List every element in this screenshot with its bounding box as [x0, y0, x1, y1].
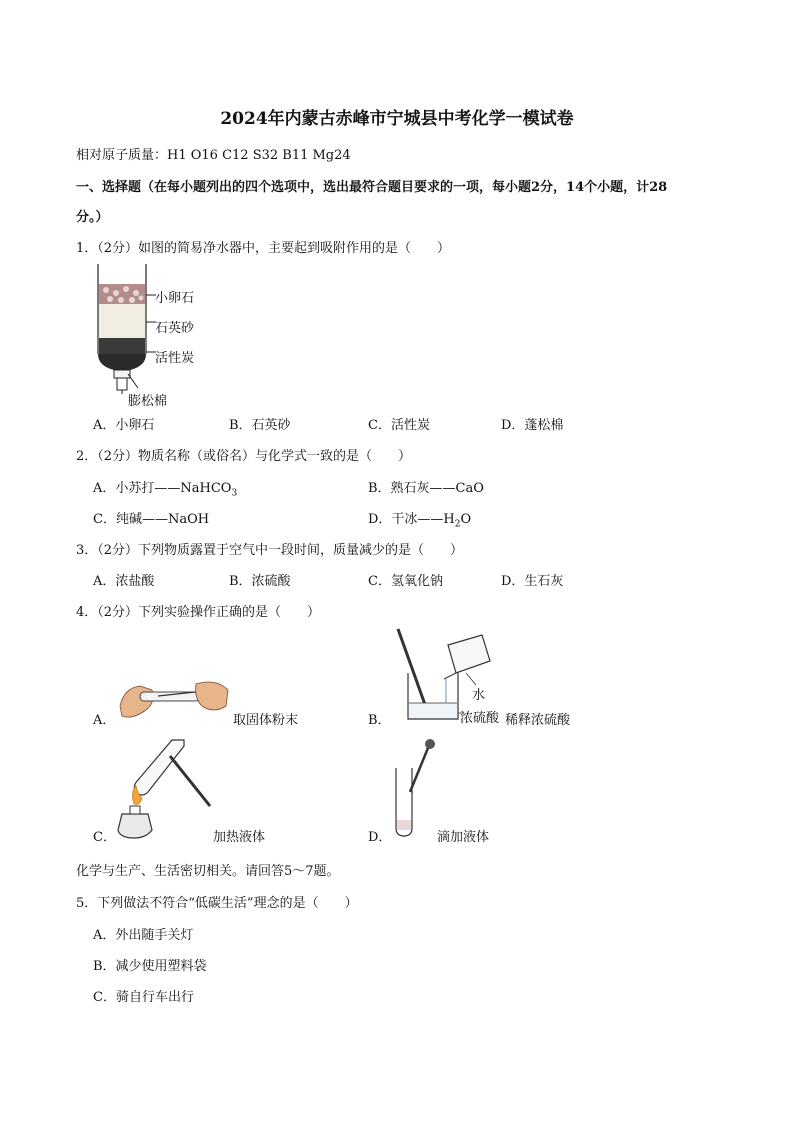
q5-option-a[interactable]: A．外出随手关灯	[93, 928, 194, 943]
q1-option-c[interactable]: C．活性炭	[368, 418, 430, 433]
q1-option-d[interactable]: D．蓬松棉	[501, 418, 564, 433]
section-heading-line2: 分。）	[76, 210, 109, 225]
q3-option-c[interactable]: C．氢氧化钠	[368, 574, 443, 589]
q5-option-b[interactable]: B．减少使用塑料袋	[93, 959, 207, 974]
figure-heat-liquid	[112, 736, 217, 846]
q4-c-caption: 加热液体	[213, 830, 266, 845]
label-quartz-sand: 石英砂	[155, 321, 195, 336]
q4-b-caption: 稀释浓硫酸	[505, 713, 571, 728]
atomic-mass-line: 相对原子质量：H1 O16 C12 S32 B11 Mg24	[76, 148, 351, 163]
question-3-stem: 3．（2分）下列物质露置于空气中一段时间，质量减少的是（ ）	[76, 543, 464, 558]
q4-option-a[interactable]: A．	[93, 713, 116, 728]
q2-option-c[interactable]: C．纯碱——NaOH	[93, 512, 210, 527]
q5-option-c[interactable]: C．骑自行车出行	[93, 990, 194, 1005]
figure-take-powder	[118, 676, 233, 724]
question-1-stem: 1．（2分）如图的简易净水器中，主要起到吸附作用的是（ ）	[76, 241, 451, 256]
q3-option-a[interactable]: A．浓盐酸	[93, 574, 155, 589]
q4-option-b[interactable]: B．	[368, 713, 391, 728]
q2-option-b[interactable]: B．熟石灰——CaO	[368, 481, 484, 496]
page-title: 2024年内蒙古赤峰市宁城县中考化学一模试卷	[220, 109, 574, 129]
q2-option-a[interactable]: A．小苏打——NaHCO$_3$	[93, 481, 238, 499]
q2-option-d[interactable]: D．干冰$——H_2O$	[368, 512, 472, 530]
section-heading-line1: 一、选择题（在每小题列出的四个选项中，选出最符合题目要求的一项，每小题2分，14个小题，计28	[76, 180, 668, 195]
label-water: 水	[472, 688, 486, 703]
label-pebble: 小卵石	[155, 291, 195, 306]
q4-option-d[interactable]: D．	[368, 830, 392, 845]
question-5-stem: 5．下列做法不符合“低碳生活”理念的是（ ）	[76, 896, 358, 911]
intro-questions-5-7: 化学与生产、生活密切相关。请回答5～7题。	[76, 864, 340, 879]
q3-option-d[interactable]: D．生石灰	[501, 574, 564, 589]
q3-option-b[interactable]: B．浓硫酸	[229, 574, 291, 589]
q1-option-b[interactable]: B．石英砂	[229, 418, 291, 433]
question-2-stem: 2．（2分）物质名称（或俗名）与化学式一致的是（ ）	[76, 449, 412, 464]
q4-a-caption: 取固体粉末	[233, 713, 299, 728]
label-activated-carbon: 活性炭	[155, 351, 195, 366]
q4-d-caption: 滴加液体	[437, 830, 490, 845]
q4-option-c[interactable]: C．	[93, 830, 116, 845]
figure-drop-liquid	[392, 738, 442, 838]
label-cotton: 膨松棉	[128, 394, 168, 409]
label-conc-sulfuric-acid: 浓硫酸	[460, 711, 500, 726]
question-4-stem: 4．（2分）下列实验操作正确的是（ ）	[76, 605, 321, 620]
q1-option-a[interactable]: A．小卵石	[93, 418, 155, 433]
